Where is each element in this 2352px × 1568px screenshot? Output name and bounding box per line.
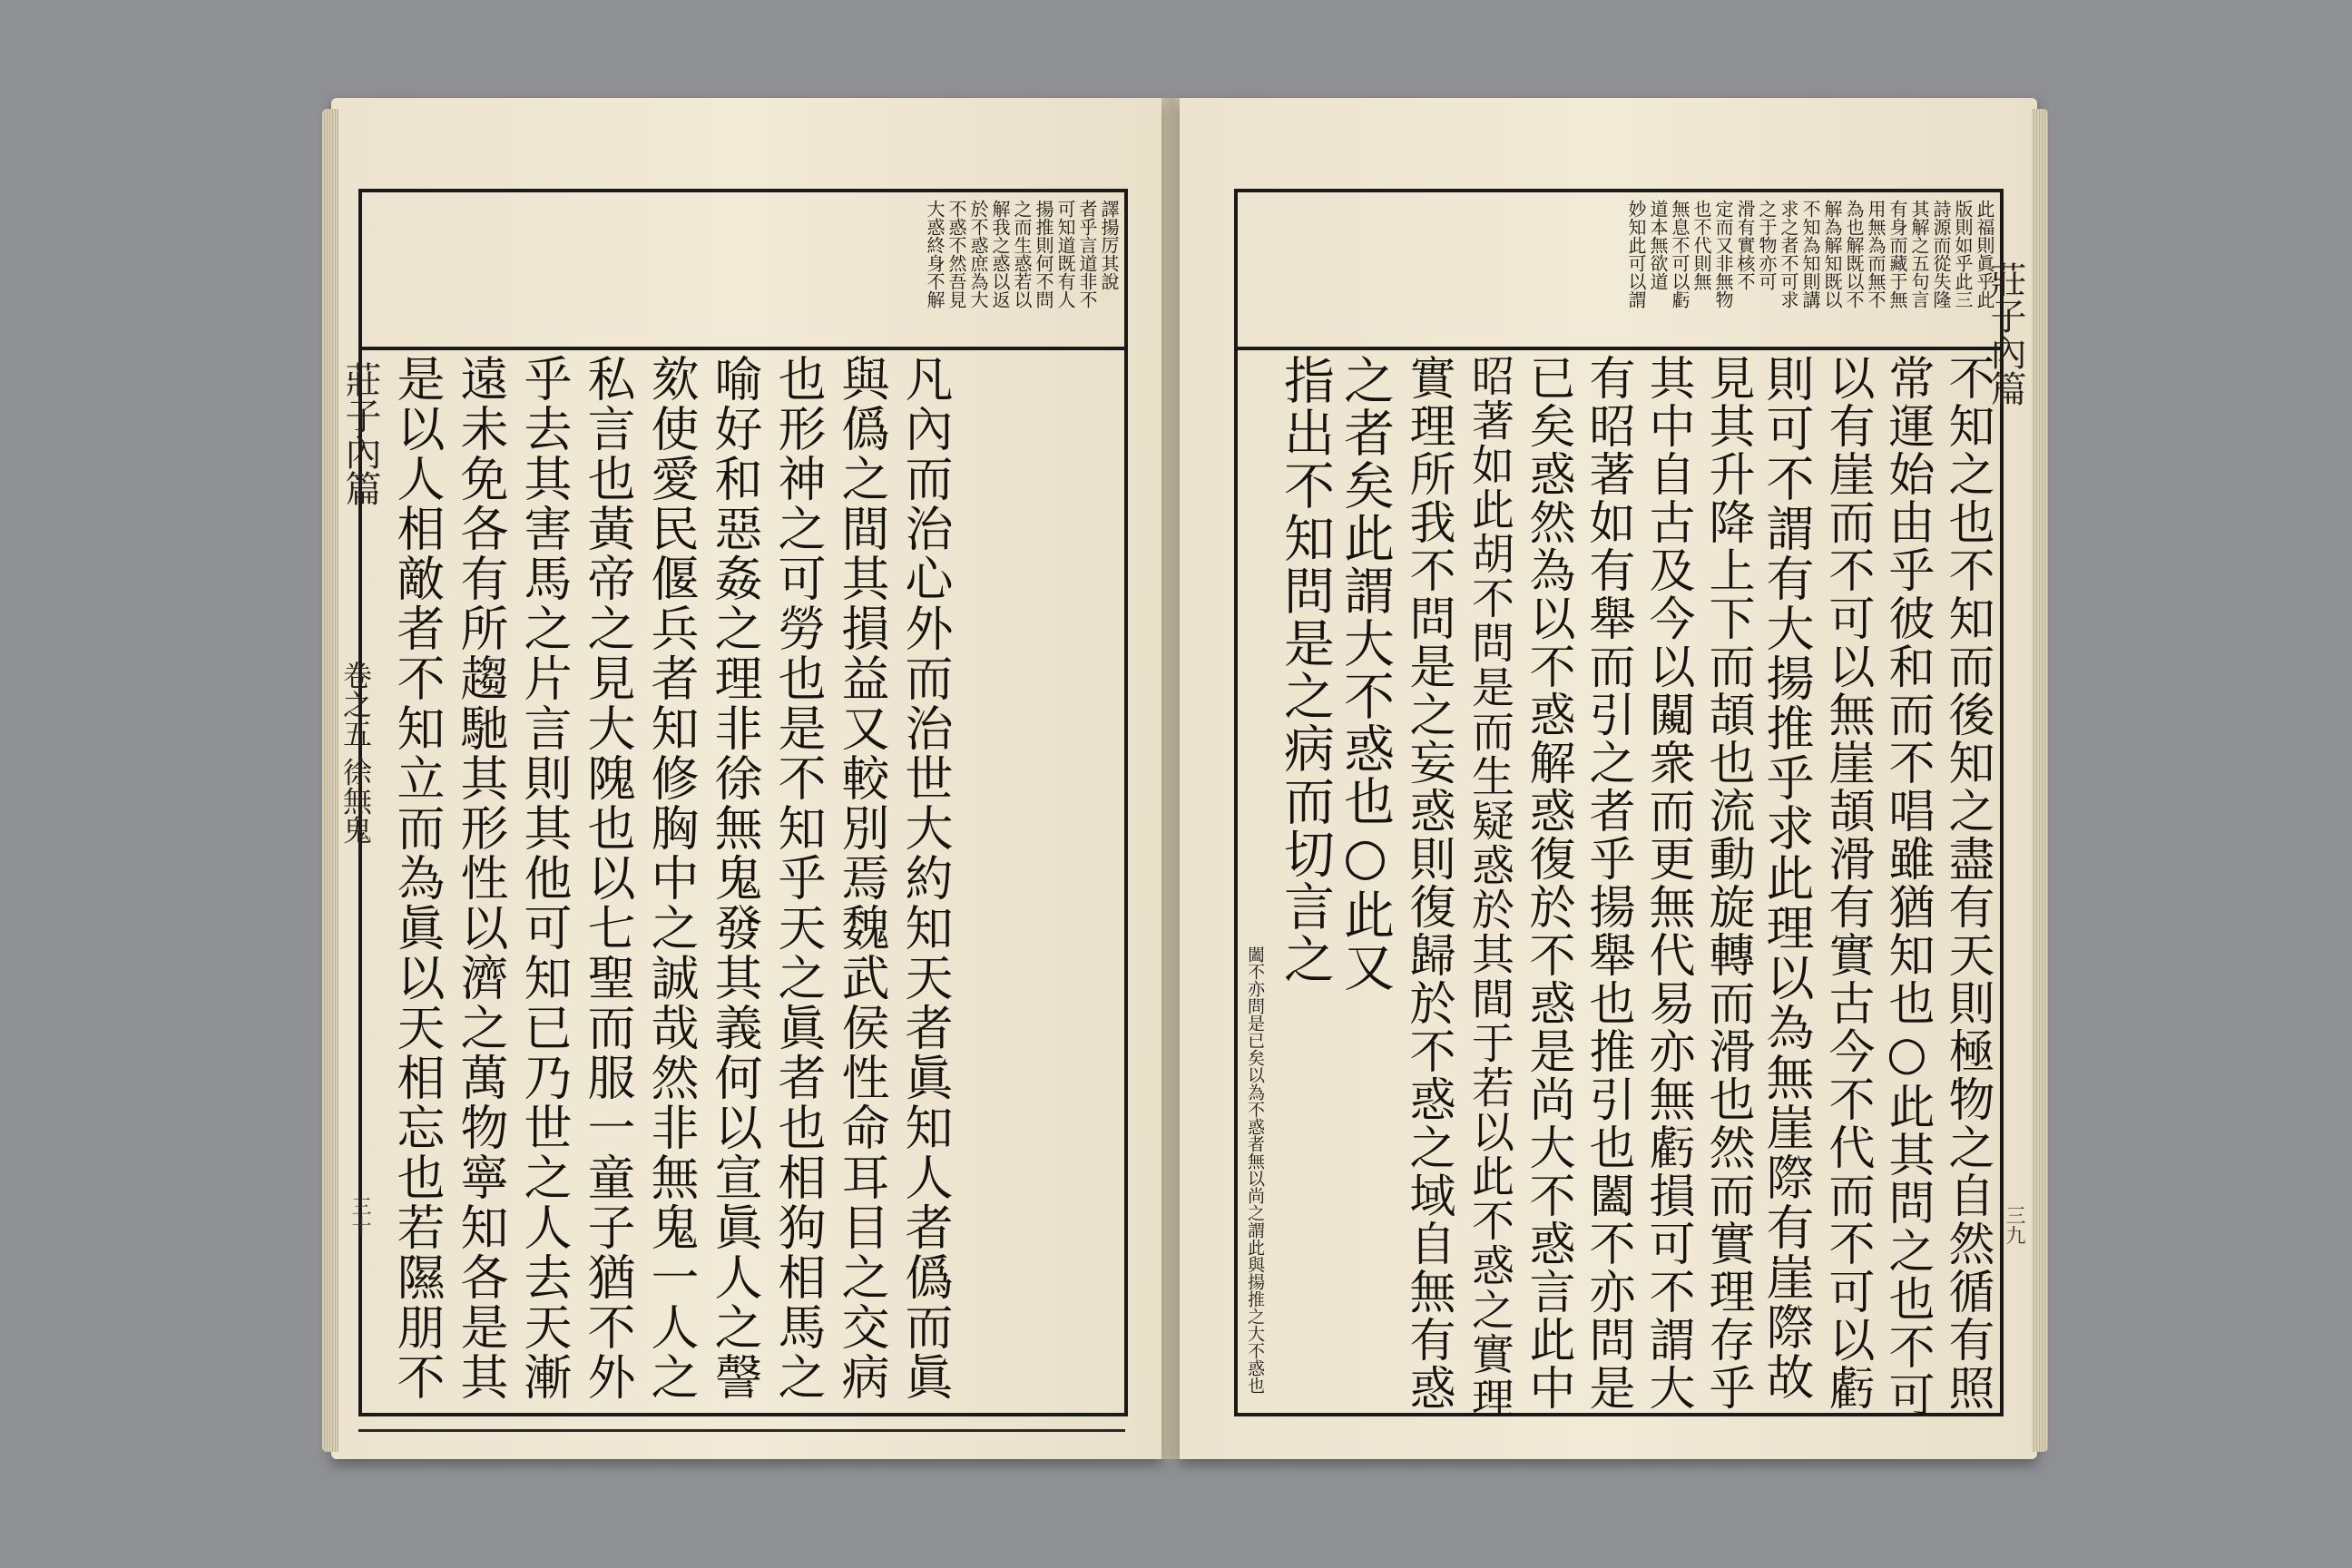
header-note-column: 解為解知既以 [1821, 200, 1843, 309]
left-page [331, 98, 1161, 1459]
header-note-column: 道本無欲道 [1647, 200, 1669, 290]
header-note-column: 此福則眞乎此 [1974, 200, 1995, 309]
header-note-column: 於不惑庶為大 [967, 200, 989, 309]
body-text-column: 喻好和惡姦之理非徐無鬼發其義何以宣眞人之謦 [707, 354, 762, 1402]
right-inline-note: 闔不亦問是已矣以為不惑者無以尚之謂此與揚推之大不惑也 [1245, 946, 1265, 1394]
body-text-column: 凡內而治心外而治世大約知天者眞知人者僞而眞 [897, 354, 953, 1402]
header-note-column: 無息不可以虧 [1669, 200, 1690, 309]
body-text-column: 乎去其害馬之片言則其他可知已乃世之人去天漸 [516, 354, 572, 1402]
header-note-column: 解我之惑以返 [989, 200, 1011, 309]
header-note-column: 不惑不然吾見 [946, 200, 967, 309]
header-note-column: 用無為而無不 [1865, 200, 1886, 309]
body-text-column: 之者矣此謂大不惑也○此又 [1336, 354, 1395, 994]
header-note-column: 不知為知則講 [1799, 200, 1821, 309]
header-note-column: 譯揚厉其說 [1098, 200, 1120, 290]
header-note-column: 妙知此可以謂 [1625, 200, 1647, 309]
left-bottom-rule [358, 1429, 1125, 1432]
header-note-column: 之而生惑若以 [1011, 200, 1033, 309]
left-header-commentary [362, 192, 1124, 350]
header-note-column: 為也解既以不 [1843, 200, 1865, 309]
header-note-column: 也不代則無 [1690, 200, 1712, 290]
body-text-column: 以有崖而不可以無崖頡滑有實古今不代而不可以虧 [1820, 354, 1874, 1412]
body-text-column: 實理所我不問是之妄惑則復歸於不惑之域自無有惑 [1401, 354, 1455, 1412]
header-note-column: 揚推則何不問 [1033, 200, 1054, 309]
header-note-column: 滑有實核不 [1734, 200, 1756, 290]
header-note-column: 詩源而從失隆 [1930, 200, 1952, 309]
body-text-column: 遠未免各有所趨馳其形性以濟之萬物寧知各是其 [453, 354, 508, 1402]
left-margin-title: 莊子內篇 [339, 361, 381, 506]
page-edge [2032, 109, 2048, 1452]
left-page-number: 三十 [348, 1196, 371, 1236]
body-text-column: 常運始由乎彼和而不唱雖猶知也○此其問之也不可 [1880, 354, 1934, 1419]
header-note-column: 求之者不可求 [1778, 200, 1799, 309]
header-note-column: 其解之五句言 [1908, 200, 1930, 309]
body-text-column: 已矣惑然為以不惑解惑復於不惑是尚大不惑言此中 [1521, 354, 1574, 1412]
body-text-column: 有昭著如有舉而引之者乎揚舉也推引也闔不亦問是 [1581, 354, 1634, 1412]
header-note-column: 可知道既有人 [1054, 200, 1076, 309]
body-text-column: 昭著如此胡不問是而生疑惑於其間于若以此不惑之實理 [1465, 354, 1514, 1421]
body-text-column: 與僞之間其損益又較別焉魏武侯性命耳目之交病 [834, 354, 889, 1402]
right-page-number: 三九 [2003, 1205, 2025, 1245]
body-text-column: 是以人相敵者不知立而為眞以天相忘也若隰朋不 [389, 354, 445, 1402]
header-note-column: 有身而藏于無 [1886, 200, 1908, 309]
body-text-column: 見其升降上下而頡也流動旋轉而滑也然而實理存乎 [1700, 354, 1754, 1412]
header-note-column: 之于物亦可 [1756, 200, 1778, 290]
open-book [322, 98, 2051, 1477]
right-text-frame [1234, 189, 2004, 1421]
body-text-column: 不知之也不知而後知之盡有天則極物之自然循有照 [1940, 354, 1994, 1412]
header-note-column: 版則如乎此三 [1952, 200, 1974, 309]
body-text-column: 其中自古及今以闚衆而更無代易亦無虧損可不謂大 [1641, 354, 1694, 1412]
header-note-column: 定而又非無物 [1712, 200, 1734, 309]
right-header-commentary [1238, 192, 2000, 350]
body-text-column: 則可不謂有大揚推乎求此理以為無崖際有崖際故 [1759, 354, 1814, 1402]
body-text-column: 指出不知問是之病而切言之 [1276, 354, 1335, 985]
header-note-column: 者乎言道非不 [1076, 200, 1098, 309]
body-text-column: 欬使愛民偃兵者知修胸中之誠哉然非無鬼一人之 [643, 354, 699, 1402]
right-page [1180, 98, 2037, 1459]
body-text-column: 私言也黃帝之見大隗也以七聖而服一童子猶不外 [580, 354, 635, 1402]
body-text-column: 也形神之可勞也是不知乎天之眞者也相狗相馬之 [770, 354, 826, 1402]
left-margin-subtitle: 卷之五 徐無鬼 [338, 661, 373, 845]
left-text-frame [358, 189, 1128, 1416]
header-note-column: 大惑終身不解 [924, 200, 946, 309]
right-margin-title: 莊子內篇 [1984, 261, 2026, 407]
